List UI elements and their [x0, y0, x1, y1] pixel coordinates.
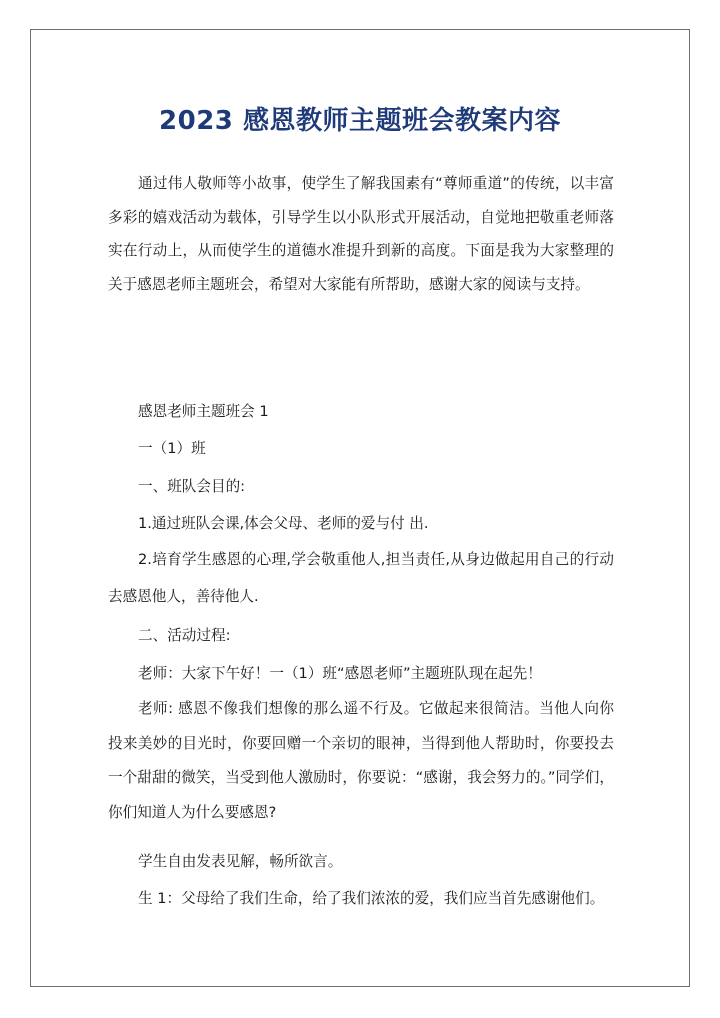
process-heading: 二、活动过程:	[138, 627, 231, 644]
student-free-speech: 学生自由发表见解，畅所欲言。	[138, 853, 343, 870]
teacher-line-2: 老师: 感恩不像我们想像的那么遥不行及。它做起来很简洁。当他人向你投来美妙的目光时，你要回赠一个亲切的眼神，当得到他人帮助时，你要投去一个甜甜的微笑，当受到他人激励时，你要说：“感谢，我会努力的。”同学们，你们知道人为什么要感恩?	[108, 700, 614, 821]
section-heading: 感恩老师主题班会 1	[138, 403, 269, 420]
intro-paragraph: 通过伟人敬师等小故事，使学生了解我国素有“尊师重道”的传统，以丰富多彩的嬉戏活动为载体，引导学生以小队形式开展活动，自觉地把敬重老师落实在行动上，从而使学生的道德水准提升到新的高度。下面是我为大家整理的关于感恩老师主题班会，希望对大家能有所帮助，感谢大家的阅读与支持。	[108, 175, 614, 293]
purpose-heading: 一、班队会目的:	[138, 478, 246, 495]
student-1-line: 生 1：父母给了我们生命，给了我们浓浓的爱，我们应当首先感谢他们。	[138, 890, 605, 907]
teacher-line-1: 老师：大家下午好！一（1）班“感恩老师”主题班队现在起先！	[138, 665, 542, 682]
purpose-item-1: 1.通过班队会课,体会父母、老师的爱与付 出.	[138, 515, 429, 532]
document-title: 2023 感恩教师主题班会教案内容	[159, 106, 561, 136]
purpose-item-2: 2.培育学生感恩的心理,学会敬重他人,担当责任,从身边做起用自己的行动去感恩他人，善待他人.	[108, 551, 614, 605]
class-name: 一（1）班	[138, 440, 206, 457]
